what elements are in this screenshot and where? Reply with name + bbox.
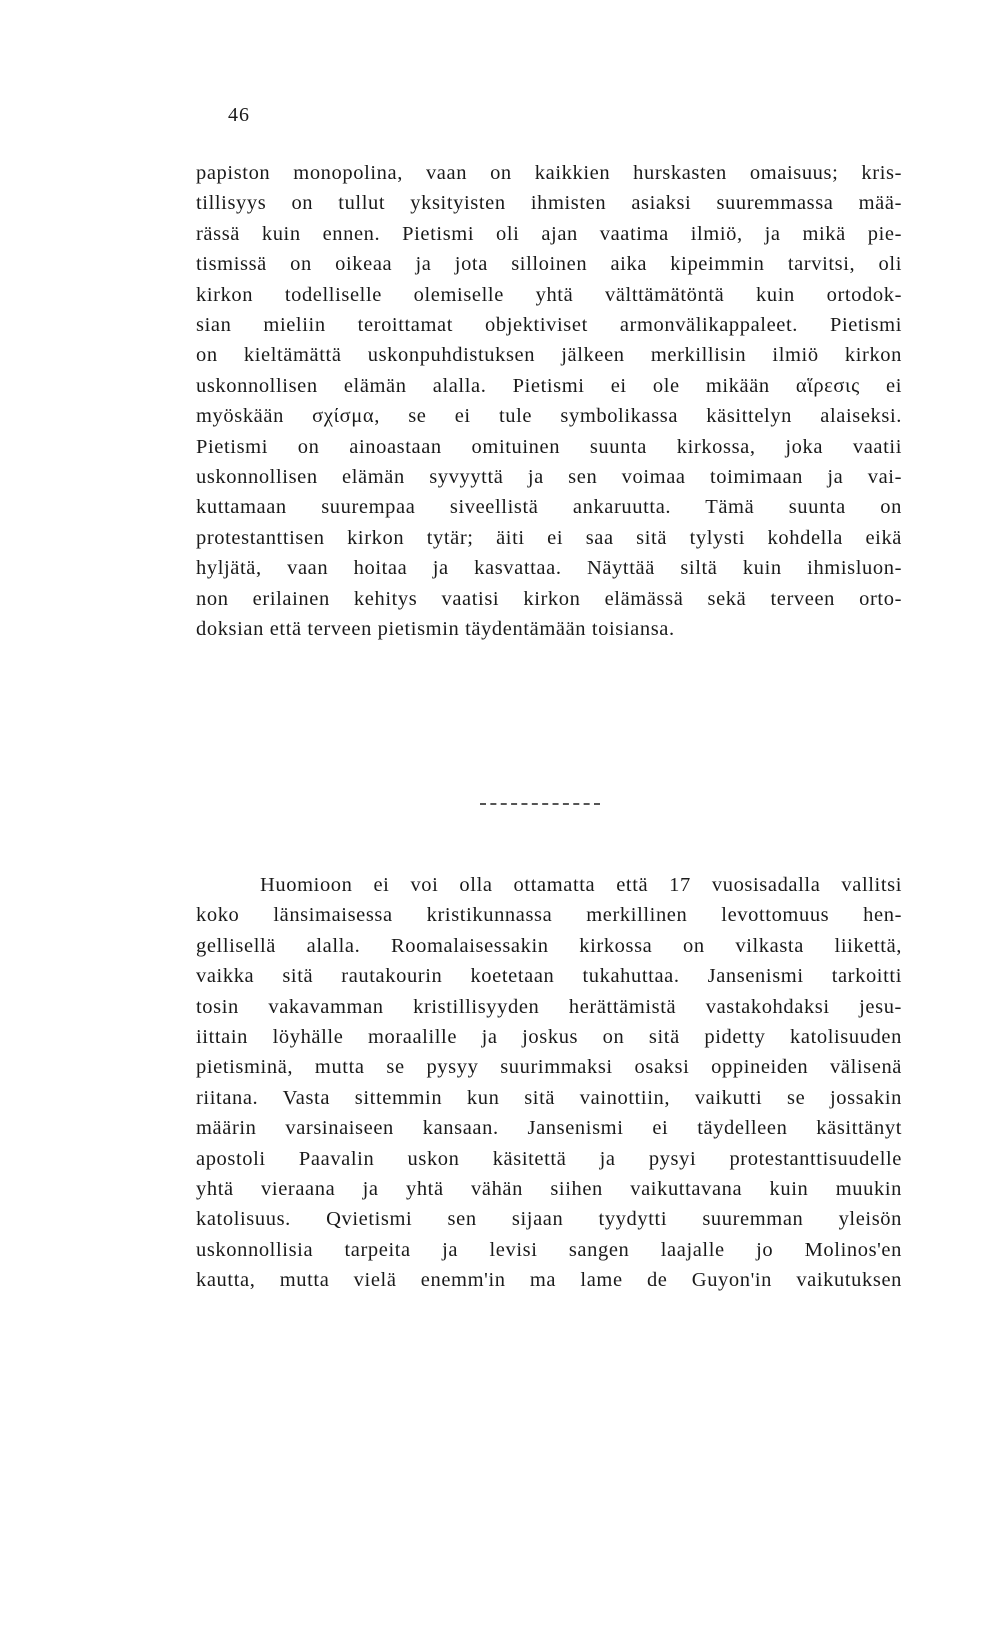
text-line: katolisuus. Qvietismi sen sijaan tyydytti suuremman yleisön (196, 1208, 902, 1231)
text-line: tosin vakavamman kristillisyyden herättämistä vastakohdaksi jesu- (196, 995, 902, 1018)
text-line: kirkon todelliselle olemiselle yhtä välttämätöntä kuin ortodok- (196, 283, 902, 306)
text-line: uskonnollisen elämän syvyyttä ja sen voimaa toimimaan ja vai- (196, 466, 902, 489)
text-line: Pietismi on ainoastaan omituinen suunta kirkossa, joka vaatii (196, 435, 902, 458)
text-line: tillisyys on tullut yksityisten ihmisten asiaksi suuremmassa mää- (196, 192, 902, 215)
text-line: Huomioon ei voi olla ottamatta että 17 vuosisadalla vallitsi (260, 874, 902, 896)
text-line: hyljätä, vaan hoitaa ja kasvattaa. Näyttää siltä kuin ihmisluon- (196, 557, 902, 580)
text-line: papiston monopolina, vaan on kaikkien hurskasten omaisuus; kris- (196, 162, 902, 184)
section-separator (480, 803, 600, 807)
text-line: non erilainen kehitys vaatisi kirkon elämässä sekä terveen orto- (196, 587, 902, 610)
paragraph-2 (196, 870, 902, 1296)
paragraph-1 (196, 158, 902, 645)
text-line: määrin varsinaiseen kansaan. Jansenismi ei täydelleen käsittänyt (196, 1117, 902, 1140)
text-line: apostoli Paavalin uskon käsitettä ja pysyi protestanttisuudelle (196, 1147, 902, 1170)
text-line: vaikka sitä rautakourin koetetaan tukahuttaa. Jansenismi tarkoitti (196, 965, 902, 988)
text-line: myöskään σχίσμα, se ei tule symbolikassa käsittelyn alaiseksi. (196, 405, 902, 428)
text-line: kuttamaan suurempaa siveellistä ankaruutta. Tämä suunta on (196, 496, 902, 519)
text-line: kautta, mutta vielä enemm'in ma lame de Guyon'in vaikutuksen (196, 1269, 902, 1292)
text-line: rässä kuin ennen. Pietismi oli ajan vaatima ilmiö, ja mikä pie- (196, 222, 902, 245)
text-line: uskonnollisia tarpeita ja levisi sangen laajalle jo Molinos'en (196, 1238, 902, 1261)
text-line: uskonnollisen elämän alalla. Pietismi ei ole mikään αἵρεσις ei (196, 374, 902, 397)
text-line: yhtä vieraana ja yhtä vähän siihen vaikuttavana kuin muukin (196, 1178, 902, 1201)
text-line: protestanttisen kirkon tytär; äiti ei saa sitä tylysti kohdella eikä (196, 526, 902, 549)
text-line: doksian että terveen pietismin täydentämään toisiansa. (196, 618, 675, 641)
text-line: tismissä on oikeaa ja jota silloinen aika kipeimmin tarvitsi, oli (196, 253, 902, 276)
page-number: 46 (228, 104, 250, 126)
text-line: sian mieliin teroittamat objektiviset armonvälikappaleet. Pietismi (196, 314, 902, 337)
text-line: iittain löyhälle moraalille ja joskus on sitä pidetty katolisuuden (196, 1026, 902, 1049)
text-line: pietisminä, mutta se pysyy suurimmaksi osaksi oppineiden välisenä (196, 1056, 902, 1079)
text-line: koko länsimaisessa kristikunnassa merkillinen levottomuus hen- (196, 904, 902, 927)
text-line: riitana. Vasta sittemmin kun sitä vainottiin, vaikutti se jossakin (196, 1086, 902, 1109)
text-line: on kieltämättä uskonpuhdistuksen jälkeen merkillisin ilmiö kirkon (196, 344, 902, 367)
text-line: gellisellä alalla. Roomalaisessakin kirkossa on vilkasta liikettä, (196, 934, 902, 957)
